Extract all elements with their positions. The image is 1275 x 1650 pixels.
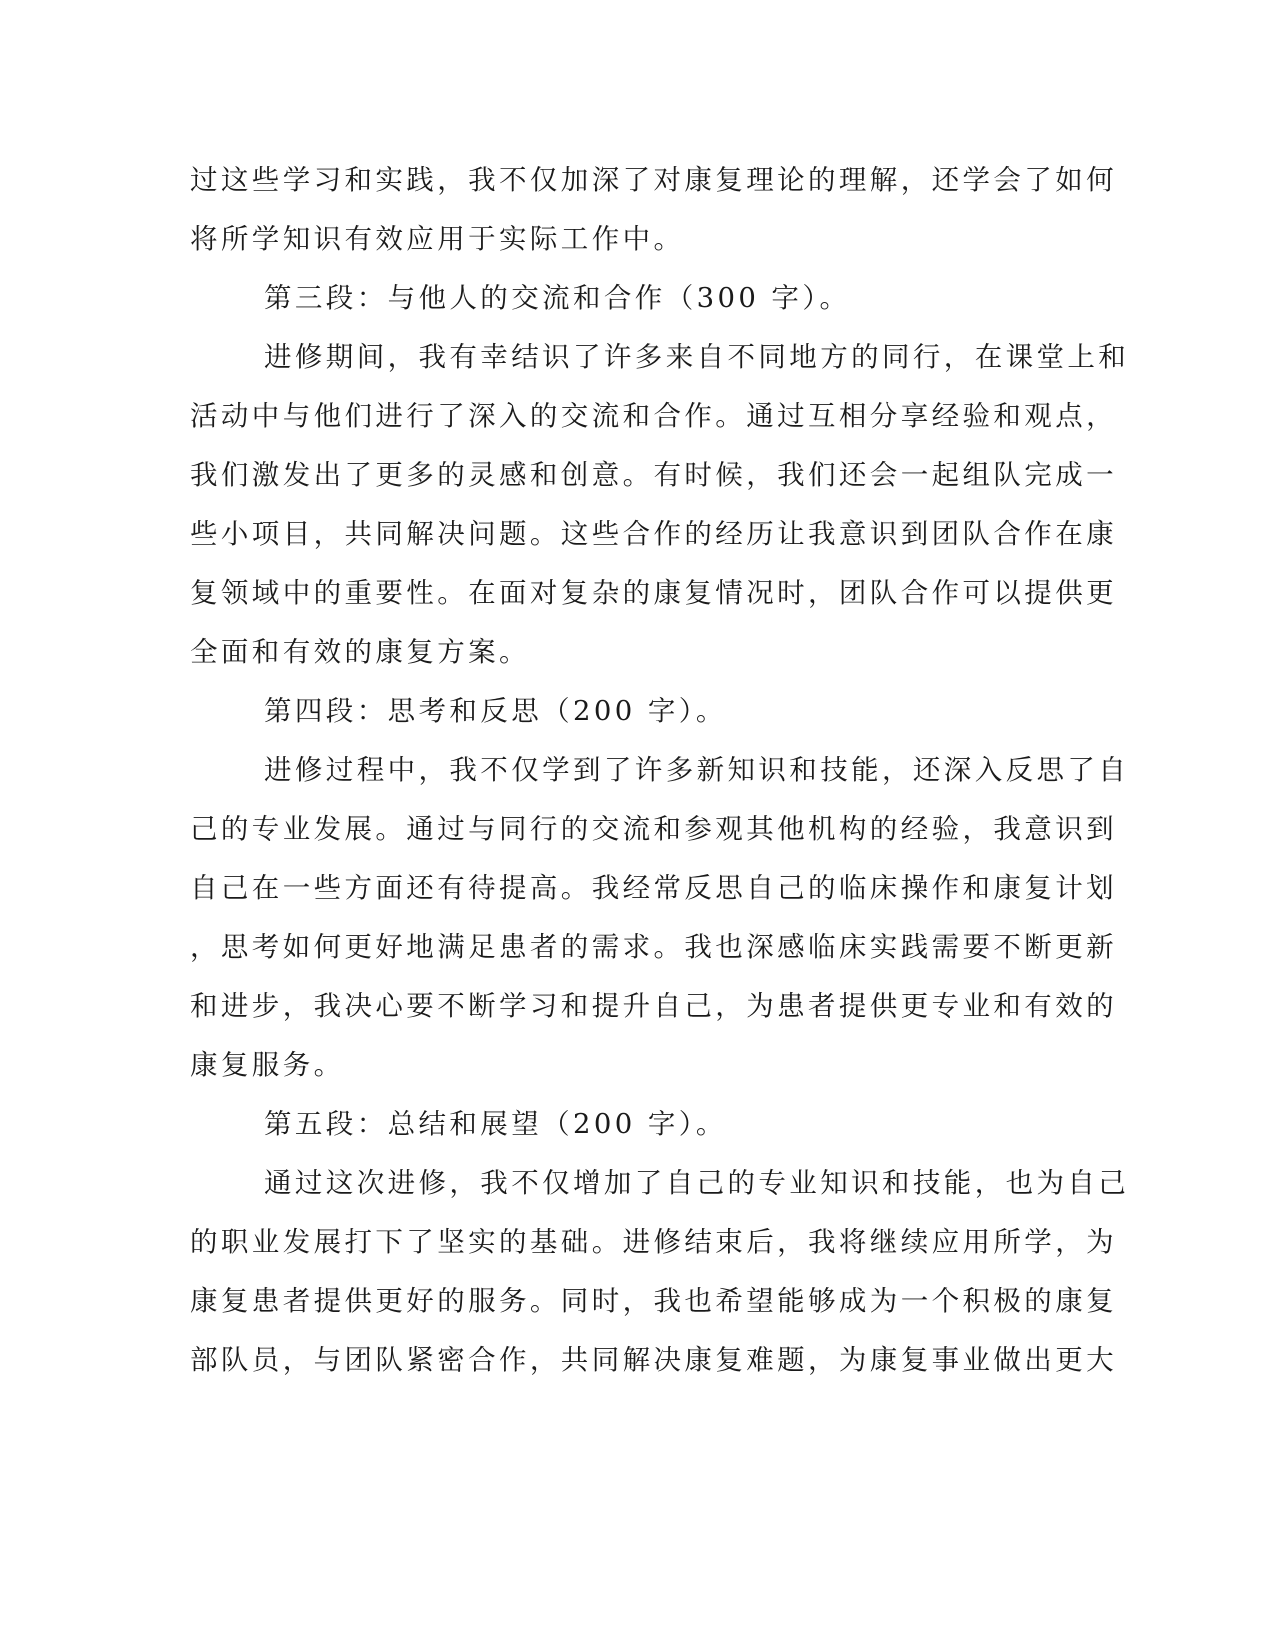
text-line: 自己在一些方面还有待提高。我经常反思自己的临床操作和康复计划: [190, 872, 1117, 904]
section-heading-5: 第五段：总结和展望（200 字）。: [264, 1108, 727, 1140]
text-line: 进修过程中，我不仅学到了许多新知识和技能，还深入反思了自: [264, 754, 1130, 786]
text-line: 康复患者提供更好的服务。同时，我也希望能够成为一个积极的康复: [190, 1285, 1117, 1317]
text-line: 的职业发展打下了坚实的基础。进修结束后，我将继续应用所学，为: [190, 1226, 1117, 1258]
text-line: 己的专业发展。通过与同行的交流和参观其他机构的经验，我意识到: [190, 813, 1117, 845]
text-line: 康复服务。: [190, 1049, 345, 1081]
text-line: 和进步，我决心要不断学习和提升自己，为患者提供更专业和有效的: [190, 990, 1117, 1022]
section-heading-4: 第四段：思考和反思（200 字）。: [264, 695, 727, 727]
text-line: 些小项目，共同解决问题。这些合作的经历让我意识到团队合作在康: [190, 518, 1117, 550]
text-line: 通过这次进修，我不仅增加了自己的专业知识和技能，也为自己: [264, 1167, 1130, 1199]
section-heading-3: 第三段：与他人的交流和合作（300 字）。: [264, 282, 851, 314]
text-line: 全面和有效的康复方案。: [190, 636, 530, 668]
text-line: 复领域中的重要性。在面对复杂的康复情况时，团队合作可以提供更: [190, 577, 1117, 609]
text-line: 部队员，与团队紧密合作，共同解决康复难题，为康复事业做出更大: [190, 1344, 1117, 1376]
text-line: 过这些学习和实践，我不仅加深了对康复理论的理解，还学会了如何: [190, 164, 1117, 196]
text-line: 我们激发出了更多的灵感和创意。有时候，我们还会一起组队完成一: [190, 459, 1117, 491]
text-line: 进修期间，我有幸结识了许多来自不同地方的同行，在课堂上和: [264, 341, 1130, 373]
text-line: 将所学知识有效应用于实际工作中。: [190, 223, 685, 255]
text-line: ，思考如何更好地满足患者的需求。我也深感临床实践需要不断更新: [190, 931, 1117, 963]
text-line: 活动中与他们进行了深入的交流和合作。通过互相分享经验和观点，: [190, 400, 1117, 432]
